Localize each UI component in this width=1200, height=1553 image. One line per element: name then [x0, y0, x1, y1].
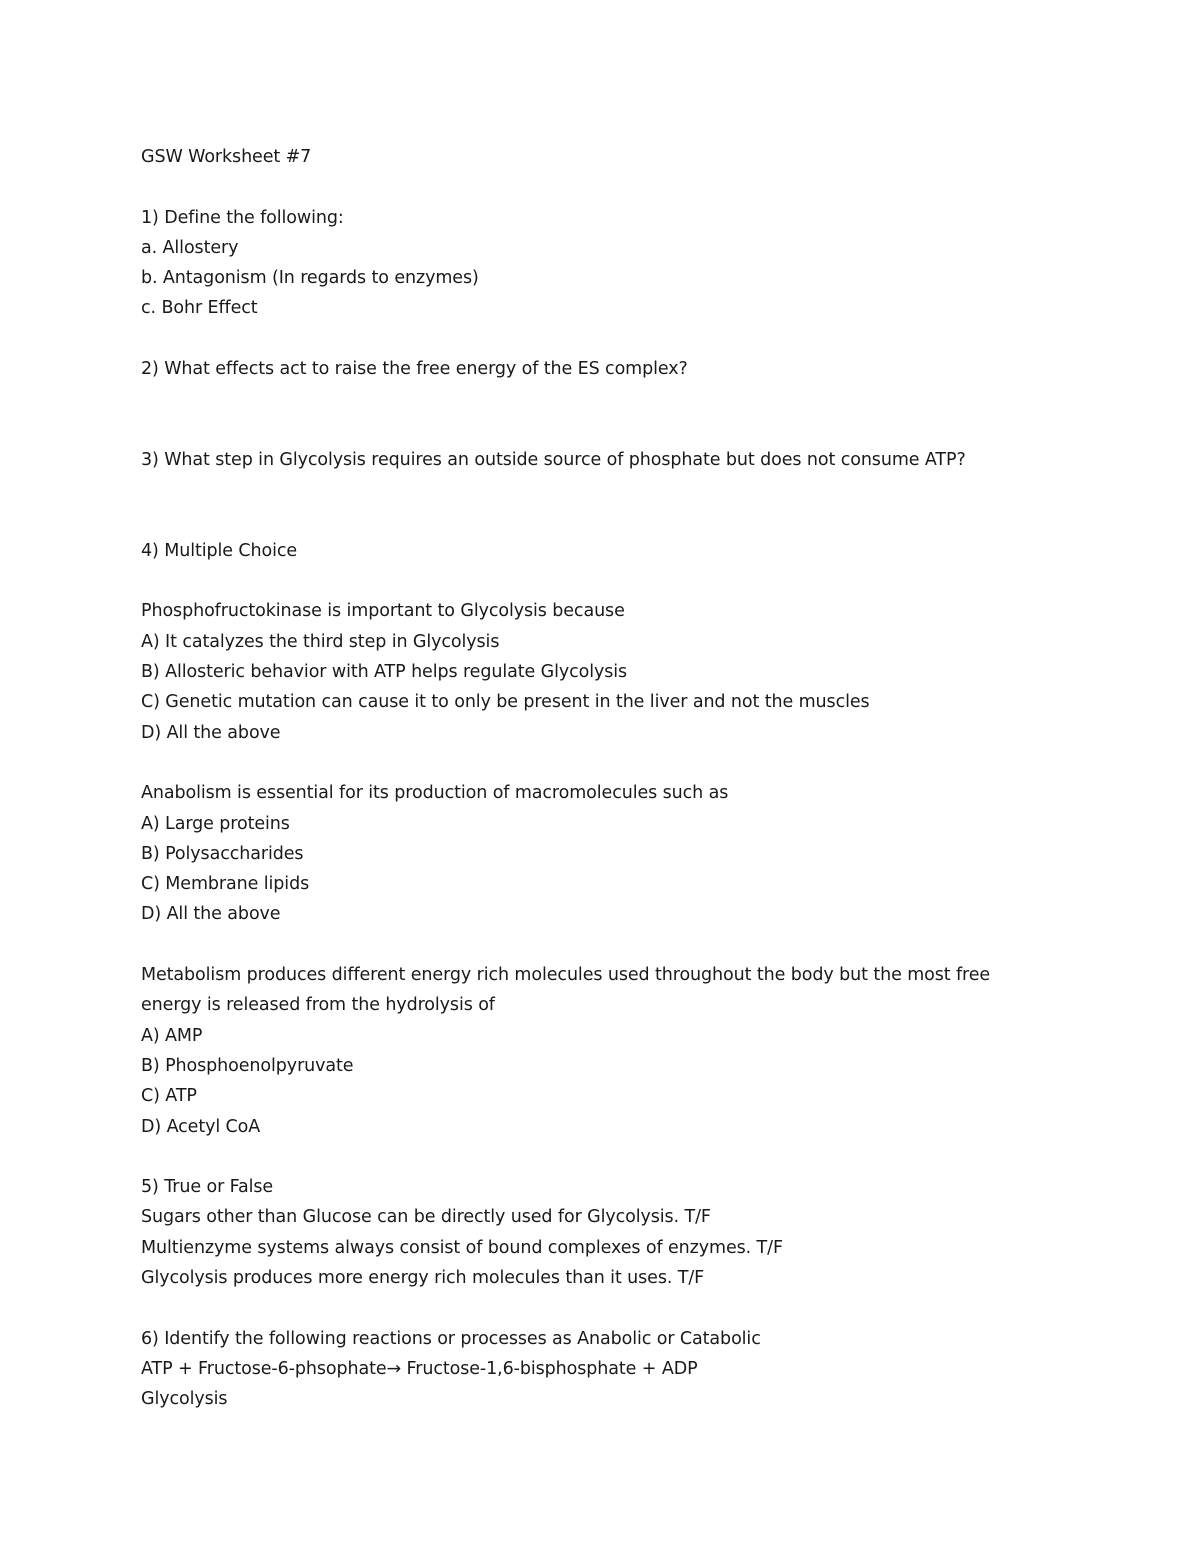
mc3-stem-line-2: energy is released from the hydrolysis of	[141, 995, 495, 1016]
mc2-option-c: C) Membrane lipids	[141, 874, 310, 895]
spacer	[141, 748, 1041, 778]
mc1-option-c: C) Genetic mutation can cause it to only be present in the liver and not the muscles	[141, 692, 870, 713]
reaction-item-2: Glycolysis	[141, 1389, 228, 1410]
mc2-stem: Anabolism is essential for its production of macromolecules such as	[141, 783, 729, 804]
mc2-option-b: B) Polysaccharides	[141, 843, 304, 864]
question-3	[141, 445, 1041, 475]
true-false-item-3: Glycolysis produces more energy rich molecules than it uses. T/F	[141, 1267, 705, 1288]
spacer	[141, 384, 1041, 445]
spacer	[141, 475, 1041, 536]
question-5	[141, 1172, 1041, 1293]
multiple-choice-1	[141, 596, 1041, 747]
true-false-item-1: Sugars other than Glucose can be directly used for Glycolysis. T/F	[141, 1207, 711, 1228]
multiple-choice-3	[141, 960, 1041, 1142]
worksheet-body	[141, 142, 1041, 1414]
question-2-prompt: 2) What effects act to raise the free energy of the ES complex?	[141, 359, 688, 380]
spacer	[141, 566, 1041, 596]
question-4-prompt: 4) Multiple Choice	[141, 540, 298, 561]
question-1-prompt: 1) Define the following:	[141, 207, 344, 228]
mc3-stem-line-1: Metabolism produces different energy rich molecules used throughout the body but the most free	[141, 965, 991, 986]
question-6-prompt: 6) Identify the following reactions or processes as Anabolic or Catabolic	[141, 1328, 761, 1349]
reaction-item-1: ATP + Fructose-6-phsophate→ Fructose-1,6-bisphosphate + ADP	[141, 1358, 698, 1379]
mc3-option-a: A) AMP	[141, 1025, 203, 1046]
mc1-stem: Phosphofructokinase is important to Glycolysis because	[141, 601, 625, 622]
spacer	[141, 324, 1041, 354]
spacer	[141, 172, 1041, 202]
spacer	[141, 1293, 1041, 1323]
mc1-option-a: A) It catalyzes the third step in Glycolysis	[141, 631, 500, 652]
question-5-prompt: 5) True or False	[141, 1177, 274, 1198]
mc3-option-d: D) Acetyl CoA	[141, 1116, 261, 1137]
spacer	[141, 1142, 1041, 1172]
question-1	[141, 203, 1041, 324]
question-2	[141, 354, 1041, 384]
mc3-option-c: C) ATP	[141, 1086, 197, 1107]
worksheet-title: GSW Worksheet #7	[141, 147, 312, 167]
question-6	[141, 1324, 1041, 1415]
question-1-item-b: b. Antagonism (In regards to enzymes)	[141, 268, 479, 289]
true-false-item-2: Multienzyme systems always consist of bound complexes of enzymes. T/F	[141, 1237, 783, 1258]
question-1-item-a: a. Allostery	[141, 237, 239, 258]
question-1-item-c: c. Bohr Effect	[141, 298, 258, 319]
mc3-option-b: B) Phosphoenolpyruvate	[141, 1055, 354, 1076]
multiple-choice-2	[141, 778, 1041, 929]
mc2-option-a: A) Large proteins	[141, 813, 290, 834]
question-4	[141, 536, 1041, 1142]
mc1-option-b: B) Allosteric behavior with ATP helps regulate Glycolysis	[141, 662, 628, 683]
spacer	[141, 930, 1041, 960]
question-3-prompt: 3) What step in Glycolysis requires an outside source of phosphate but does not consume ATP?	[141, 449, 966, 470]
mc2-option-d: D) All the above	[141, 904, 281, 925]
mc1-option-d: D) All the above	[141, 722, 281, 743]
